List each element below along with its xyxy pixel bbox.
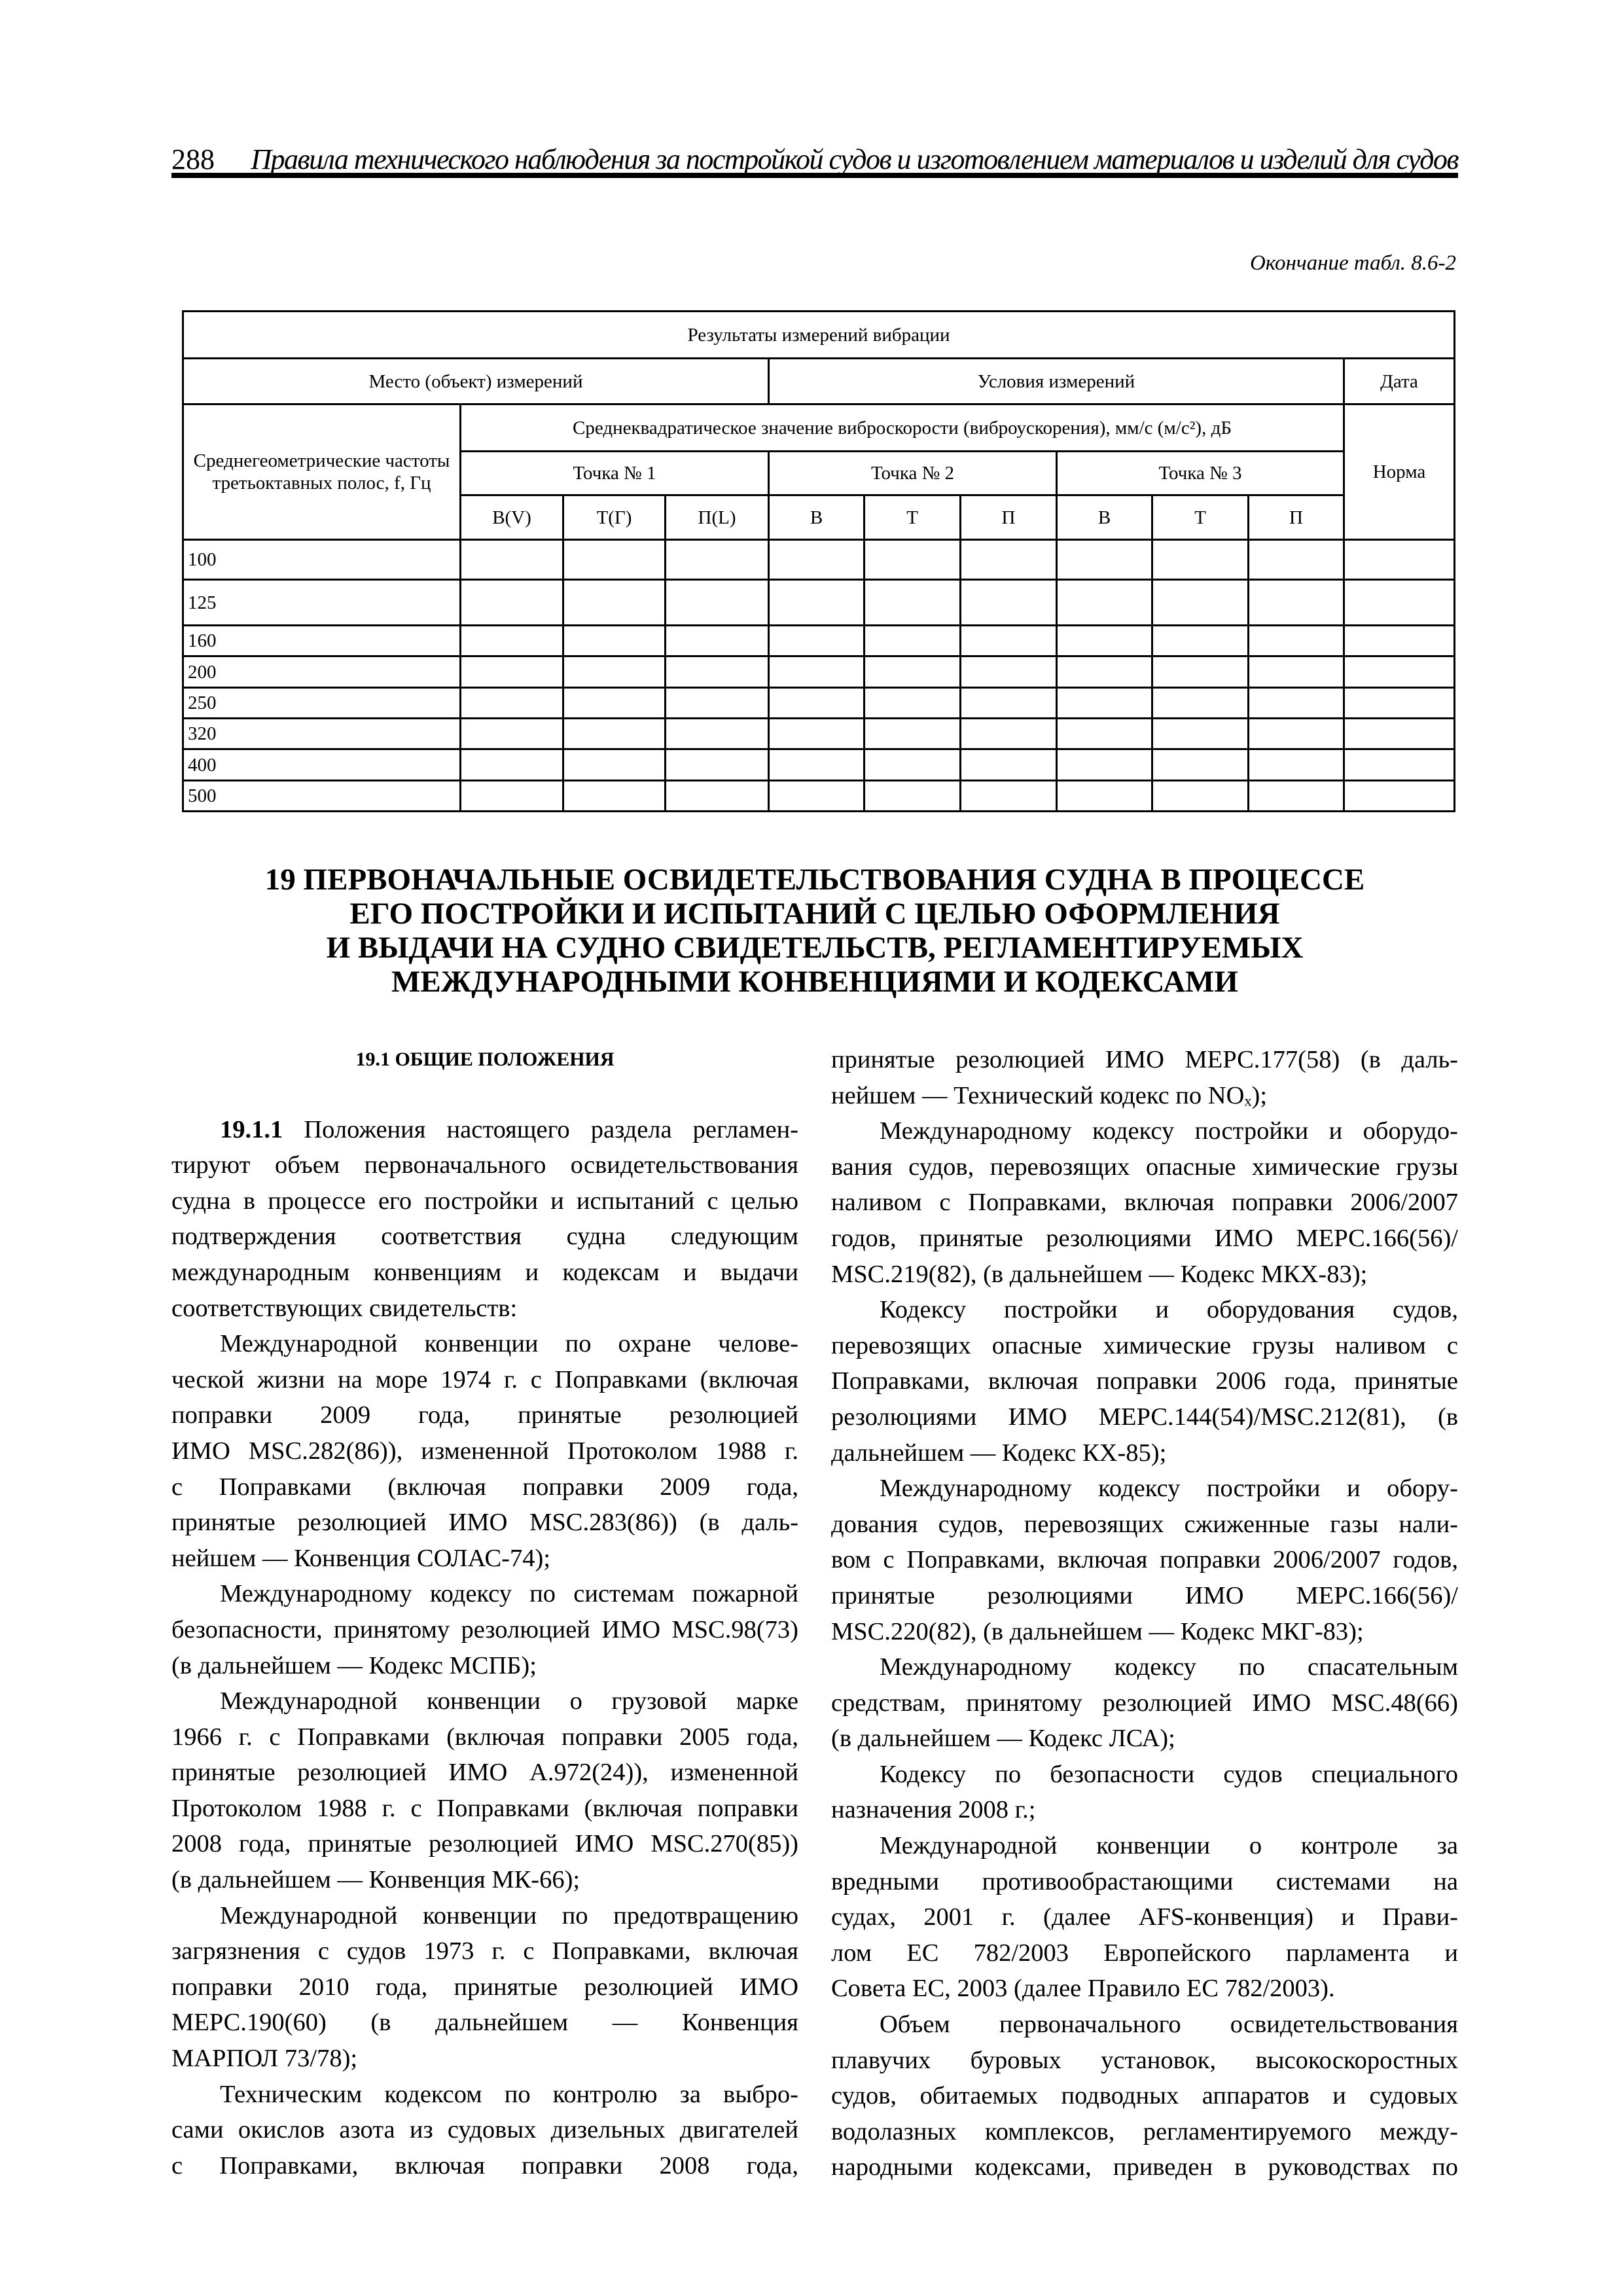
text-line: с Поправками, включая поправки 2008 года,	[171, 2151, 798, 2179]
chapter-heading	[171, 863, 1458, 999]
norm-header: Норма	[1344, 404, 1455, 540]
axis-header: Т	[1152, 495, 1249, 540]
value-cell	[1152, 656, 1249, 688]
text-line: принятые резолюцией ИМО MSC.283(86)) (в даль-	[171, 1509, 798, 1537]
text-line: принятые резолюциями ИМО МЕРС.166(56)/	[831, 1581, 1458, 1609]
value-cell	[865, 580, 961, 626]
text-line: дальнейшем — Кодекс КХ-85);	[831, 1439, 1167, 1467]
value-cell	[461, 626, 563, 656]
value-cell	[666, 781, 769, 812]
value-cell	[769, 781, 865, 812]
text-line: лом ЕС 782/2003 Европейского парламента и	[831, 1939, 1458, 1967]
value-cell	[563, 540, 666, 580]
chapter-heading-line: И ВЫДАЧИ НА СУДНО СВИДЕТЕЛЬСТВ, РЕГЛАМЕНТИРУЕМЫХ	[326, 931, 1304, 965]
value-cell	[1344, 749, 1455, 781]
value-cell	[666, 580, 769, 626]
text-line: Объем первоначального освидетельствования	[880, 2011, 1458, 2039]
value-cell	[461, 540, 563, 580]
text-line: судов, обитаемых подводных аппаратов и судовых	[831, 2082, 1458, 2110]
paragraph	[831, 1113, 1458, 1292]
paragraph	[831, 2007, 1458, 2185]
text-line: Кодексу по безопасности судов специального	[880, 1760, 1458, 1788]
axis-header: П	[961, 495, 1057, 540]
text-line: принятые резолюцией ИМО А.972(24)), измененной	[171, 1759, 798, 1787]
value-cell	[1344, 540, 1455, 580]
frequency-cell: 500	[183, 781, 461, 812]
text-line: поправки 2010 года, принятые резолюцией ИМО	[171, 1973, 798, 2001]
value-cell	[769, 688, 865, 719]
running-header	[171, 143, 1458, 178]
point-3-header: Точка № 3	[1057, 452, 1344, 495]
value-cell	[1249, 540, 1344, 580]
value-cell	[666, 719, 769, 749]
text-line: народными кодексами, приведен в руководствах по	[831, 2153, 1458, 2181]
value-cell	[563, 580, 666, 626]
value-cell	[563, 688, 666, 719]
text-line: (в дальнейшем — Конвенция МК-66);	[171, 1866, 580, 1894]
value-cell	[461, 781, 563, 812]
value-cell	[563, 656, 666, 688]
frequency-cell: 100	[183, 540, 461, 580]
section-heading: 19.1 ОБЩИЕ ПОЛОЖЕНИЯ	[355, 1049, 615, 1070]
value-cell	[961, 540, 1057, 580]
text-line: вом с Поправками, включая поправки 2006/2007 годов,	[831, 1546, 1458, 1574]
frequency-header: Среднегеометрические частоты третьоктавных полос, f, Гц	[183, 404, 461, 540]
text-line: Международному кодексу по спасательным	[880, 1653, 1458, 1681]
text-line: Международному кодексу постройки и оборудо-	[880, 1117, 1458, 1145]
paragraph	[171, 1326, 798, 1576]
text-line: назначения 2008 г.;	[831, 1796, 1036, 1824]
paragraph	[831, 1292, 1458, 1471]
text-line: Поправками, включая поправки 2006 года, принятые	[831, 1367, 1458, 1395]
value-cell	[1057, 781, 1152, 812]
value-cell	[961, 580, 1057, 626]
text-line: ческой жизни на море 1974 г. с Поправками (включая	[171, 1365, 798, 1393]
right-column	[831, 1042, 1458, 2185]
paragraph	[171, 1898, 798, 2077]
text-line: вредными противообрастающими системами на	[831, 1867, 1458, 1895]
table-row	[183, 781, 1455, 812]
value-cell	[1152, 688, 1249, 719]
value-cell	[666, 626, 769, 656]
value-cell	[1344, 719, 1455, 749]
running-title: Правила технического наблюдения за постройкой судов и изготовлением материалов и изделий для судов	[251, 143, 1458, 175]
value-cell	[1152, 580, 1249, 626]
text-line-content: Положения настоящего раздела регламен-	[304, 1115, 799, 1143]
paragraph	[171, 2077, 798, 2184]
chapter-heading-line: 19 ПЕРВОНАЧАЛЬНЫЕ ОСВИДЕТЕЛЬСТВОВАНИЯ СУДНА В ПРОЦЕССЕ	[264, 863, 1365, 897]
text-line: безопасности, принятому резолюцией ИМО MSC.98(73)	[171, 1615, 798, 1643]
text-line: соответствующих свидетельств:	[171, 1294, 518, 1322]
text-line: сами окислов азота из судовых дизельных двигателей	[171, 2116, 798, 2144]
value-cell	[563, 781, 666, 812]
value-cell	[769, 749, 865, 781]
date-header: Дата	[1344, 359, 1455, 404]
value-cell	[961, 749, 1057, 781]
text-line: водолазных комплексов, регламентируемого между-	[831, 2117, 1458, 2145]
frequency-cell: 250	[183, 688, 461, 719]
text-line: Протоколом 1988 г. с Поправками (включая поправки	[171, 1794, 798, 1822]
value-cell	[1344, 688, 1455, 719]
axis-header: Т(Г)	[563, 495, 666, 540]
axis-header: П	[1249, 495, 1344, 540]
value-cell	[1057, 626, 1152, 656]
text-line: (в дальнейшем — Кодекс МСПБ);	[171, 1651, 537, 1679]
value-cell	[865, 719, 961, 749]
value-cell	[563, 719, 666, 749]
value-cell	[1249, 580, 1344, 626]
text-line: Совета ЕС, 2003 (далее Правило ЕС 782/2003).	[831, 1975, 1335, 2003]
axis-header: П(L)	[666, 495, 769, 540]
axis-header: В	[1057, 495, 1152, 540]
clause-number: 19.1.1	[220, 1115, 304, 1143]
value-cell	[961, 781, 1057, 812]
text-line: средствам, принятому резолюцией ИМО MSC.48(66)	[831, 1689, 1458, 1717]
axis-header: Т	[865, 495, 961, 540]
value-cell	[563, 626, 666, 656]
text-line	[171, 1112, 798, 1148]
value-cell	[865, 540, 961, 580]
text-line: 1966 г. с Поправками (включая поправки 2005 года,	[171, 1723, 798, 1751]
text-line: дования судов, перевозящих сжиженные газы нали-	[831, 1510, 1458, 1538]
value-cell	[769, 719, 865, 749]
value-cell	[666, 656, 769, 688]
text-line: международным конвенциям и кодексам и выдачи	[171, 1258, 798, 1286]
paragraph	[831, 1828, 1458, 2007]
value-cell	[461, 749, 563, 781]
chapter-heading-line: МЕЖДУНАРОДНЫМИ КОНВЕНЦИЯМИ И КОДЕКСАМИ	[391, 965, 1238, 999]
paragraph	[831, 1757, 1458, 1828]
text-line: с Поправками (включая поправки 2009 года,	[171, 1473, 798, 1501]
paragraph	[831, 1649, 1458, 1757]
chapter-heading-line: ЕГО ПОСТРОЙКИ И ИСПЫТАНИЙ С ЦЕЛЬЮ ОФОРМЛЕНИЯ	[349, 897, 1280, 931]
value-cell	[1249, 656, 1344, 688]
value-cell	[865, 688, 961, 719]
left-column	[171, 1042, 798, 2183]
text-line: МЕРС.190(60) (в дальнейшем — Конвенция	[171, 2009, 798, 2037]
text-line: годов, принятые резолюциями ИМО МЕРС.166(56)/	[831, 1224, 1458, 1252]
value-cell	[666, 540, 769, 580]
value-cell	[769, 656, 865, 688]
text-line: Международной конвенции о контроле за	[880, 1832, 1458, 1860]
text-line: Международной конвенции о грузовой марке	[220, 1687, 798, 1715]
text-line: плавучих буровых установок, высокоскоростных	[831, 2046, 1458, 2074]
value-cell	[865, 749, 961, 781]
value-cell	[769, 540, 865, 580]
value-cell	[865, 626, 961, 656]
table-row	[183, 656, 1455, 688]
table-row	[183, 749, 1455, 781]
place-header: Место (объект) измерений	[183, 359, 769, 404]
axis-header: В	[769, 495, 865, 540]
value-cell	[1152, 749, 1249, 781]
text-line: принятые резолюцией ИМО МЕРС.177(58) (в даль-	[831, 1046, 1458, 1073]
text-line: МАРПОЛ 73/78);	[171, 2045, 358, 2073]
value-cell	[1344, 580, 1455, 626]
paragraph	[171, 1112, 798, 1327]
axis-header: В(V)	[461, 495, 563, 540]
value-cell	[1057, 656, 1152, 688]
paragraph	[171, 1683, 798, 1898]
conditions-header: Условия измерений	[769, 359, 1344, 404]
value-cell	[1152, 781, 1249, 812]
paragraph	[831, 1042, 1458, 1113]
text-line: Международной конвенции по охране челове-	[220, 1330, 798, 1358]
frequency-cell: 125	[183, 580, 461, 626]
frequency-cell: 160	[183, 626, 461, 656]
value-cell	[461, 719, 563, 749]
value-cell	[1152, 540, 1249, 580]
value-cell	[1057, 580, 1152, 626]
value-cell	[1249, 749, 1344, 781]
text-line: нейшем — Конвенция СОЛАС-74);	[171, 1544, 551, 1572]
text-line: Кодексу постройки и оборудования судов,	[880, 1296, 1458, 1324]
value-cell	[1344, 656, 1455, 688]
text-line: поправки 2009 года, принятые резолюцией	[171, 1401, 798, 1429]
table-row	[183, 540, 1455, 580]
text-line: наливом с Поправками, включая поправки 2006/2007	[831, 1189, 1458, 1217]
value-cell	[1057, 719, 1152, 749]
text-line: загрязнения с судов 1973 г. с Поправками, включая	[171, 1937, 798, 1965]
text-line: тируют объем первоначального освидетельствования	[171, 1151, 798, 1179]
text-line: MSC.220(82), (в дальнейшем — Кодекс МКГ-83);	[831, 1617, 1364, 1645]
value-cell	[961, 688, 1057, 719]
text-line: судах, 2001 г. (далее AFS-конвенция) и Прави-	[831, 1903, 1458, 1931]
text-line: MSC.219(82), (в дальнейшем — Кодекс МКХ-83);	[831, 1260, 1368, 1288]
value-cell	[961, 656, 1057, 688]
table-title: Результаты измерений вибрации	[183, 312, 1455, 359]
text-line: Международному кодексу по системам пожарной	[220, 1580, 798, 1608]
table-row	[183, 580, 1455, 626]
value-cell	[1057, 688, 1152, 719]
paragraph	[171, 1576, 798, 1683]
text-line: вания судов, перевозящих опасные химические грузы	[831, 1153, 1458, 1181]
paragraph	[831, 1471, 1458, 1649]
table-row	[183, 688, 1455, 719]
value-cell	[865, 656, 961, 688]
value-cell	[563, 749, 666, 781]
text-line: Международному кодексу постройки и обору-	[880, 1475, 1458, 1503]
text-line: резолюциями ИМО МЕРС.144(54)/MSC.212(81), (в	[831, 1403, 1458, 1431]
value-cell	[461, 688, 563, 719]
value-cell	[961, 719, 1057, 749]
table-row	[183, 719, 1455, 749]
rms-header: Среднеквадратическое значение виброскорости (виброускорения), мм/с (м/с²), дБ	[461, 404, 1344, 452]
table-caption: Окончание табл. 8.6-2	[1249, 251, 1456, 275]
value-cell	[865, 781, 961, 812]
value-cell	[1152, 626, 1249, 656]
value-cell	[1152, 719, 1249, 749]
point-2-header: Точка № 2	[769, 452, 1057, 495]
text-line: судна в процессе его постройки и испытаний с целью	[171, 1187, 798, 1215]
text-line: подтверждения соответствия судна следующим	[171, 1223, 798, 1251]
value-cell	[1249, 626, 1344, 656]
vibration-results-table	[182, 310, 1455, 812]
frequency-cell: 200	[183, 656, 461, 688]
value-cell	[1249, 688, 1344, 719]
value-cell	[1249, 719, 1344, 749]
value-cell	[1344, 626, 1455, 656]
text-line: Техническим кодексом по контролю за выбро-	[220, 2080, 798, 2108]
value-cell	[461, 580, 563, 626]
value-cell	[666, 749, 769, 781]
frequency-cell: 400	[183, 749, 461, 781]
text-line: ИМО MSC.282(86)), измененной Протоколом 1988 г.	[171, 1437, 798, 1465]
value-cell	[961, 626, 1057, 656]
value-cell	[1057, 749, 1152, 781]
value-cell	[461, 656, 563, 688]
point-1-header: Точка № 1	[461, 452, 769, 495]
text-line: нейшем — Технический кодекс по NOₓ);	[831, 1081, 1268, 1109]
value-cell	[1249, 781, 1344, 812]
value-cell	[1344, 781, 1455, 812]
text-line: 2008 года, принятые резолюцией ИМО MSC.270(85))	[171, 1830, 798, 1858]
text-line: перевозящих опасные химические грузы наливом с	[831, 1331, 1458, 1359]
value-cell	[1057, 540, 1152, 580]
value-cell	[769, 580, 865, 626]
text-line: (в дальнейшем — Кодекс ЛСА);	[831, 1725, 1175, 1753]
value-cell	[666, 688, 769, 719]
page-number: 288	[171, 143, 215, 175]
frequency-cell: 320	[183, 719, 461, 749]
table-row	[183, 626, 1455, 656]
value-cell	[769, 626, 865, 656]
text-line: Международной конвенции по предотвращению	[220, 1901, 798, 1929]
